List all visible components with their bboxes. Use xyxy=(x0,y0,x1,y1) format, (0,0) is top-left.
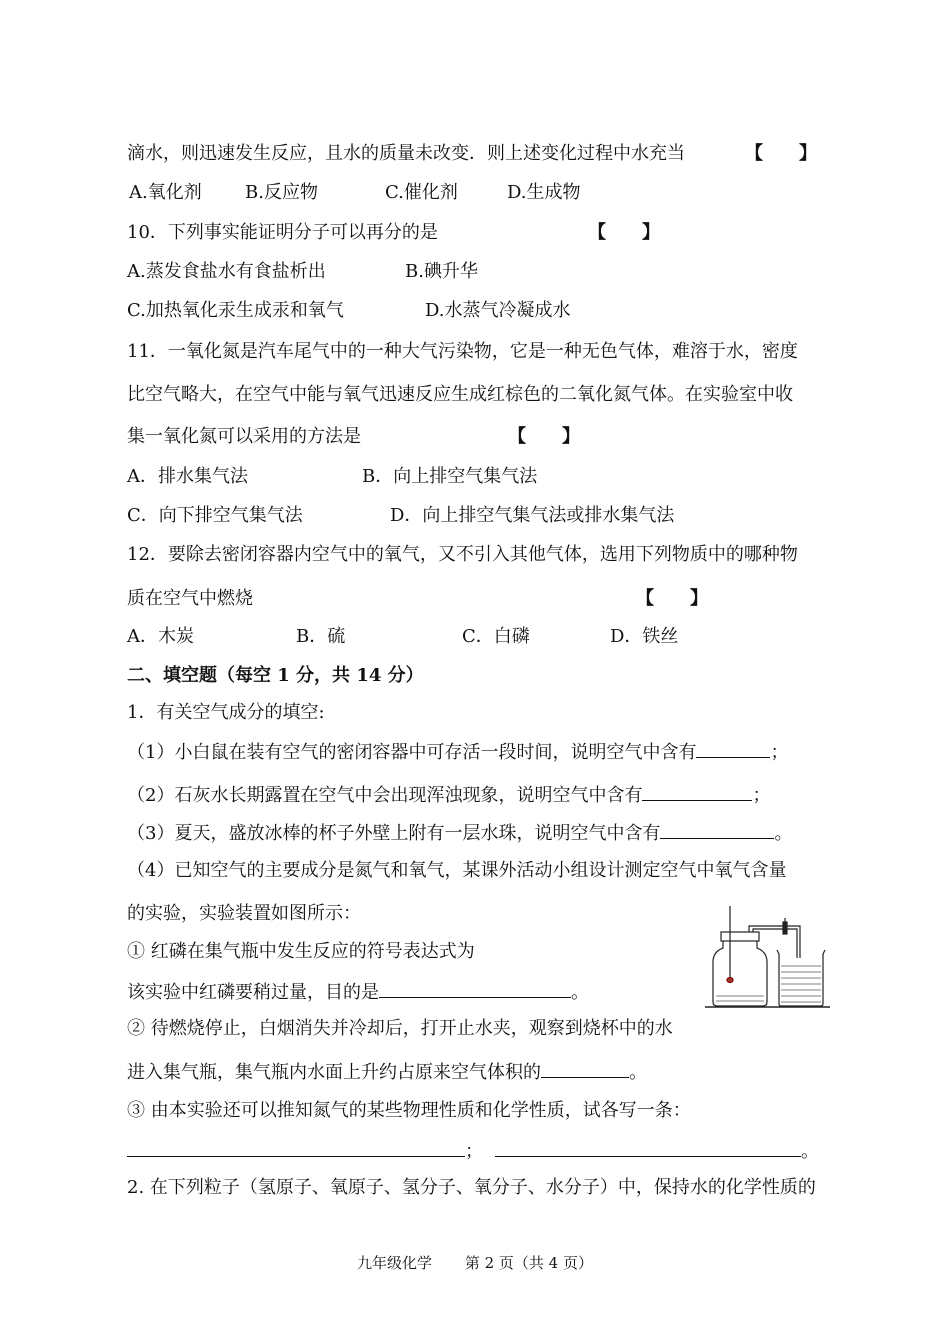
sub3-sep: ； xyxy=(465,1141,483,1162)
q11-option-c: C．向下排空气集气法 xyxy=(127,505,303,526)
q10-option-b: B.碘升华 xyxy=(405,261,478,282)
sub2b-text: 进入集气瓶，集气瓶内水面上升约占原来空气体积的 xyxy=(127,1062,541,1083)
answer-blank[interactable] xyxy=(495,1139,801,1157)
q9-option-a: A.氧化剂 xyxy=(129,182,202,203)
q9-line xyxy=(127,143,685,165)
q12-option-b: B．硫 xyxy=(296,626,346,647)
fill-q1-2-end: ； xyxy=(752,785,771,806)
footer-subject: 九年级化学 xyxy=(357,1254,433,1272)
clamp xyxy=(783,922,787,934)
stopper xyxy=(721,932,759,941)
q9-option-c: C.催化剂 xyxy=(385,182,458,203)
section-title: 二、填空题（每空 1 分，共 14 分） xyxy=(127,665,424,686)
q11-line3: 集一氧化氮可以采用的方法是 xyxy=(127,426,361,447)
fill-q1-2 xyxy=(127,783,770,807)
red-phosphorus xyxy=(727,978,733,983)
answer-blank[interactable] xyxy=(541,1060,629,1078)
apparatus-figure xyxy=(705,898,830,1010)
fill-q1-4-line1: （4）已知空气的主要成分是氮气和氧气，某课外活动小组设计测定空气中氧气含量 xyxy=(127,860,787,881)
q10-answer-bracket: 【 】 xyxy=(588,222,660,243)
q9-answer-bracket: 【 】 xyxy=(745,143,817,164)
fill-q1-intro: 1．有关空气成分的填空: xyxy=(127,702,325,723)
fill-q1-3-end: 。 xyxy=(774,823,793,844)
fill-q1-1-text: （1）小白鼠在装有空气的密闭容器中可存活一段时间，说明空气中含有 xyxy=(127,742,697,763)
fill-q1-1 xyxy=(127,740,788,764)
fill-q1-3 xyxy=(127,821,792,845)
answer-blank[interactable] xyxy=(660,821,774,839)
q10-option-c: C.加热氧化汞生成汞和氧气 xyxy=(127,300,344,321)
q10-option-a: A.蒸发食盐水有食盐析出 xyxy=(127,261,326,282)
sub2b-line xyxy=(127,1060,647,1084)
sub3-answers xyxy=(127,1139,819,1163)
fill-q1-1-end: ； xyxy=(770,742,789,763)
sub2b-end: 。 xyxy=(629,1062,647,1083)
q10-stem: 10．下列事实能证明分子可以再分的是 xyxy=(127,222,438,243)
q11-option-b: B．向上排空气集气法 xyxy=(362,466,538,487)
page-footer xyxy=(0,1253,950,1273)
answer-blank[interactable] xyxy=(379,980,571,998)
fill-q1-4-line2: 的实验，实验装置如图所示： xyxy=(127,903,361,924)
q11-option-a: A．排水集气法 xyxy=(127,466,248,487)
q12-option-d: D．铁丝 xyxy=(610,626,679,647)
sub3-end: 。 xyxy=(801,1141,819,1162)
answer-blank[interactable] xyxy=(127,1139,465,1157)
q12-line1: 12．要除去密闭容器内空气中的氧气，又不引入其他气体，选用下列物质中的哪种物 xyxy=(127,544,798,565)
sub1-line: ① 红磷在集气瓶中发生反应的符号表达式为 xyxy=(127,941,475,962)
fill-q1-2-text: （2）石灰水长期露置在空气中会出现浑浊现象，说明空气中含有 xyxy=(127,785,643,806)
sub1b-text: 该实验中红磷要稍过量，目的是 xyxy=(127,982,379,1003)
q12-option-c: C．白磷 xyxy=(462,626,530,647)
sub1b-line xyxy=(127,980,589,1004)
q12-answer-bracket: 【 】 xyxy=(636,588,708,609)
q9-option-b: B.反应物 xyxy=(245,182,318,203)
sub3-line: ③ 由本实验还可以推知氮气的某些物理性质和化学性质，试各写一条： xyxy=(127,1100,691,1121)
q11-line2: 比空气略大，在空气中能与氧气迅速反应生成红棕色的二氧化氮气体。在实验室中收 xyxy=(127,384,793,405)
answer-blank[interactable] xyxy=(696,740,770,758)
fill-q2-line: 2. 在下列粒子（氢原子、氧原子、氢分子、氧分子、水分子）中，保持水的化学性质的 xyxy=(127,1177,816,1198)
fill-q1-3-text: （3）夏天，盛放冰棒的杯子外壁上附有一层水珠，说明空气中含有 xyxy=(127,823,661,844)
q12-line2: 质在空气中燃烧 xyxy=(127,588,253,609)
q10-option-d: D.水蒸气冷凝成水 xyxy=(425,300,571,321)
q9-option-d: D.生成物 xyxy=(507,182,581,203)
q11-line1: 11．一氧化氮是汽车尾气中的一种大气污染物，它是一种无色气体，难溶于水，密度 xyxy=(127,341,798,362)
sub1b-end: 。 xyxy=(571,982,589,1003)
q12-option-a: A．木炭 xyxy=(127,626,194,647)
q11-answer-bracket: 【 】 xyxy=(508,426,580,447)
q11-option-d: D．向上排空气集气法或排水集气法 xyxy=(390,505,675,526)
answer-blank[interactable] xyxy=(642,783,752,801)
q9-text: 滴水，则迅速发生反应，且水的质量未改变．则上述变化过程中水充当 xyxy=(127,143,685,164)
footer-page-number: 第 2 页（共 4 页） xyxy=(464,1254,593,1272)
sub2-line: ② 待燃烧停止，白烟消失并冷却后，打开止水夹，观察到烧杯中的水 xyxy=(127,1018,673,1039)
